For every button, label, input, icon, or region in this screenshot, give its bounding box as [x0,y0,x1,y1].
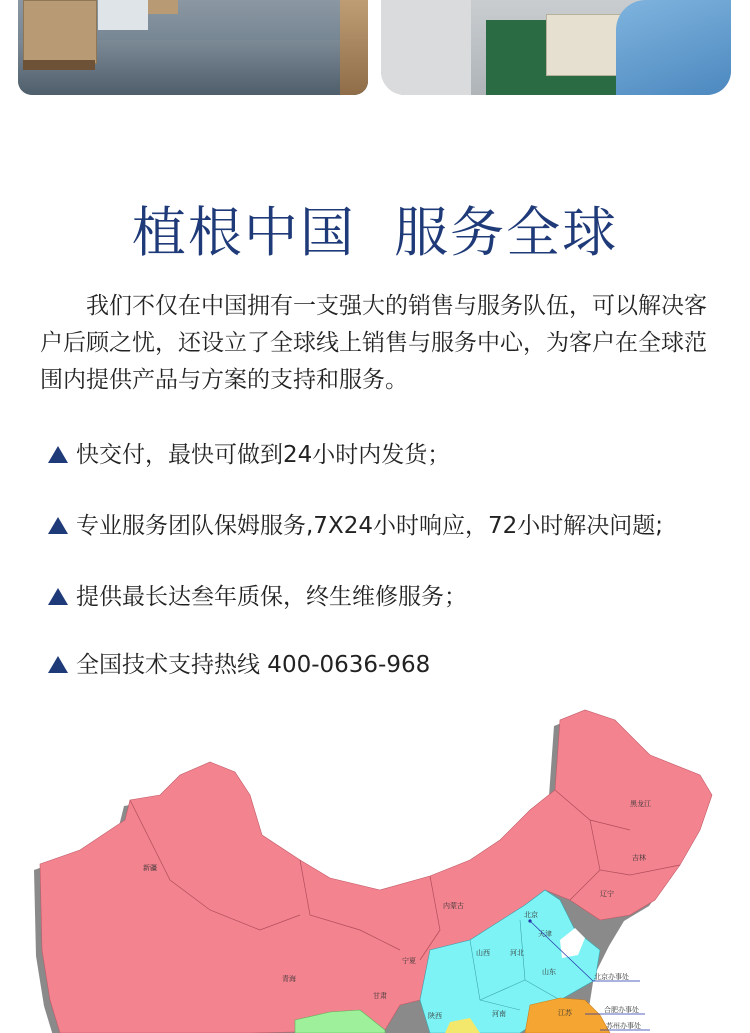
photo-boxes-right [148,0,178,14]
region-north [40,710,712,1033]
label-liaoning: 辽宁 [600,890,614,898]
triangle-bullet-icon [48,517,68,534]
china-service-map [0,700,750,1033]
label-shaanxi: 陕西 [428,1012,442,1020]
feature-text: 专业服务团队保姆服务,7X24小时响应，72小时解决问题; [76,513,663,539]
photo-boxes-left [23,0,97,64]
photo-pallet-left [23,60,95,70]
triangle-bullet-icon [48,656,68,673]
label-ningxia: 宁夏 [402,957,416,965]
intro-paragraph: 我们不仅在中国拥有一支强大的销售与服务队伍，可以解决客户后顾之忧，还设立了全球线上销售与服务中心，为客户在全球范围内提供产品与方案的支持和服务。 [40,293,707,393]
feature-item-warranty [48,578,467,611]
label-shandong: 山东 [542,968,556,976]
photo-stack-right [340,0,368,95]
feature-item-delivery [48,436,450,469]
feature-text: 提供最长达叁年质保，终生维修服务； [76,584,467,610]
label-qinghai: 青海 [282,975,296,983]
triangle-bullet-icon [48,446,68,463]
label-jiangsu: 江苏 [558,1009,572,1017]
label-xinjiang: 新疆 [143,864,157,872]
photo-shelf [98,0,148,30]
photo-wall [381,0,471,95]
section-title: 植根中国 服务全球 [131,201,619,264]
label-hebei: 河北 [510,949,524,957]
label-gansu: 甘肃 [373,992,387,1000]
photo-worker [616,0,731,95]
label-neimenggu: 内蒙古 [443,902,464,910]
label-heilongjiang: 黑龙江 [630,800,651,808]
label-shanxi: 山西 [476,949,490,957]
label-jilin: 吉林 [632,854,646,862]
feature-item-service [48,507,663,540]
label-henan: 河南 [492,1010,506,1018]
warehouse-photo [18,0,368,95]
office-label-beijing: 北京办事处 [594,973,629,981]
feature-item-hotline [48,646,430,679]
feature-text: 快交付，最快可做到24小时内发货； [76,442,451,468]
production-photo [381,0,731,95]
label-tianjin: 天津 [538,930,552,938]
triangle-bullet-icon [48,588,68,605]
office-label-suzhou: 苏州办事处 [606,1022,641,1030]
feature-text: 全国技术支持热线 400-0636-968 [76,652,431,678]
label-beijing: 北京 [524,911,538,919]
office-label-hefei: 合肥办事处 [604,1006,639,1014]
